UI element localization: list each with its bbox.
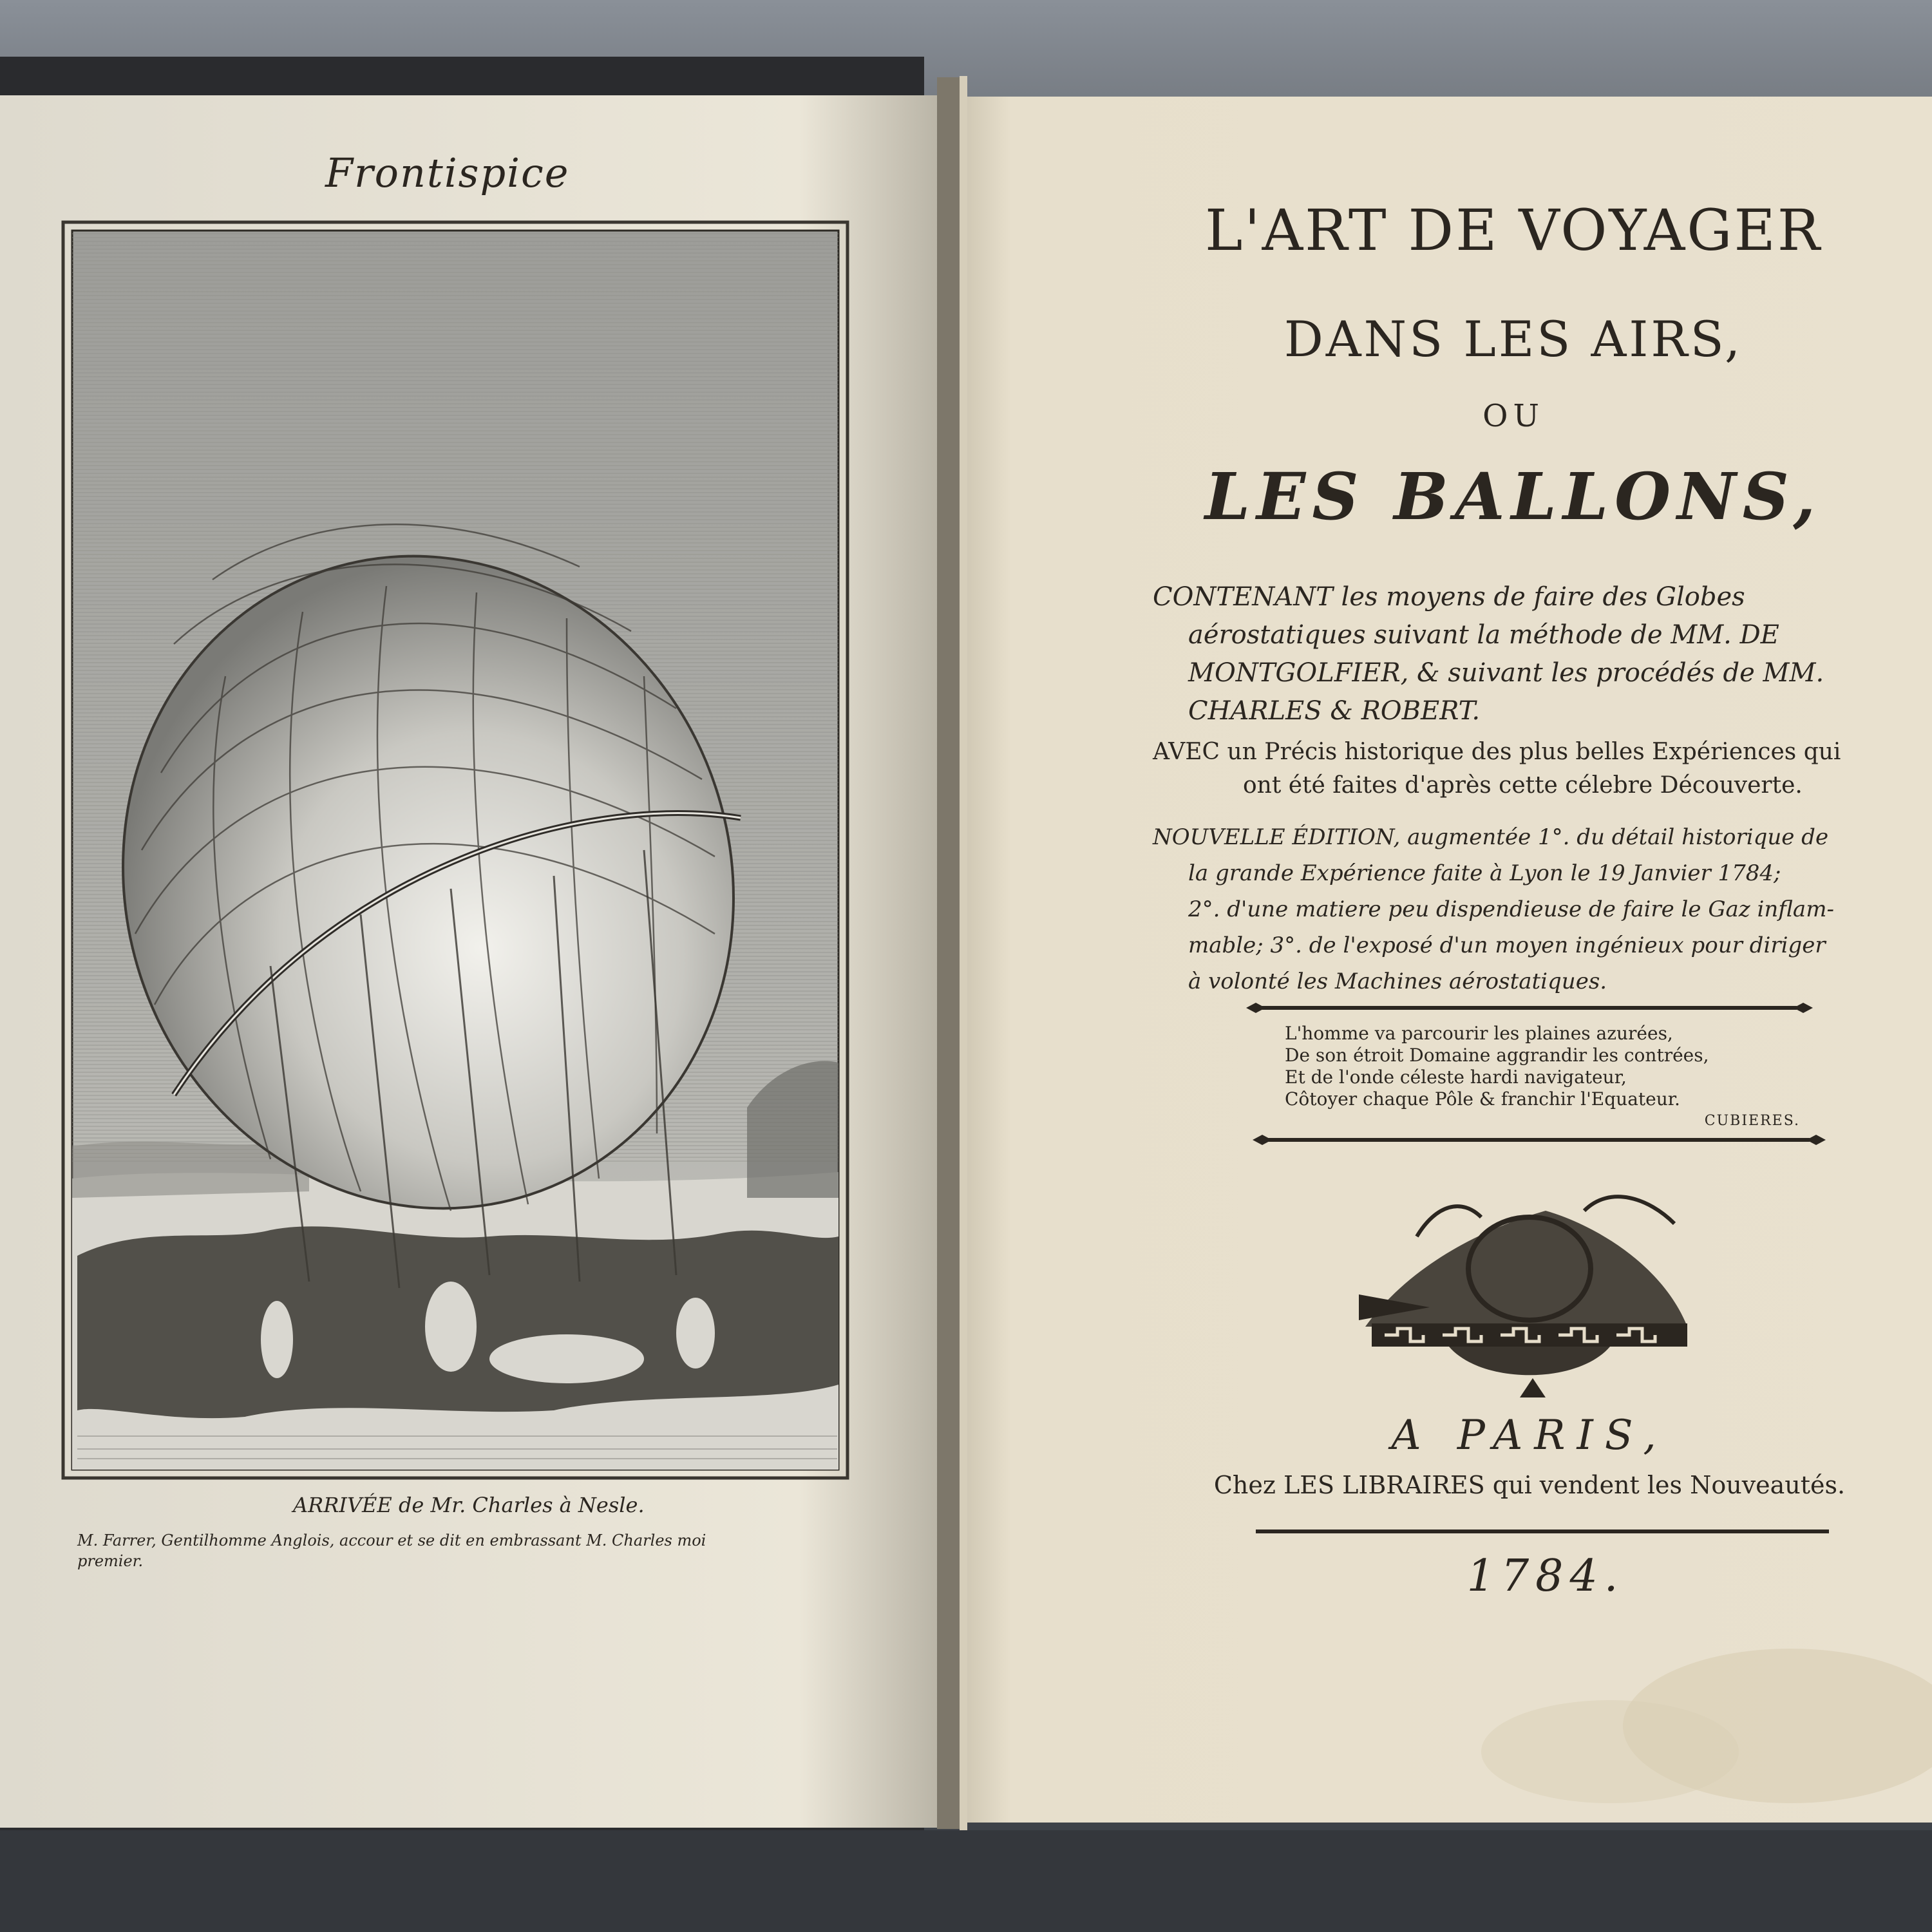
book-gutter — [937, 77, 963, 1829]
title-line-3: OU — [1482, 398, 1544, 434]
imprint-year: 1784. — [1466, 1551, 1625, 1602]
title-line-2: DANS LES AIRS, — [1283, 310, 1743, 368]
engraving-caption: ARRIVÉE de Mr. Charles à Nesle. — [293, 1493, 645, 1517]
edition-line: 2°. d'une matiere peu dispendieuse de faire le Gaz inflam- — [1188, 896, 1834, 922]
precis-paragraph — [1153, 735, 1900, 802]
edition-line: la grande Expérience faite à Lyon le 19 Janvier 1784; — [1188, 860, 1781, 886]
epigraph-author: CUBIERES. — [1704, 1113, 1800, 1129]
gutter-highlight — [960, 76, 967, 1831]
epigraph-line: Côtoyer chaque Pôle & franchir l'Equateur. — [1285, 1088, 1680, 1110]
engraving-subcaption: M. Farrer, Gentilhomme Anglois, accour et se dit en embrassant M. Charles moi — [77, 1531, 706, 1549]
epigraph — [1285, 1023, 1800, 1132]
epigraph-line: L'homme va parcourir les plaines azurées, — [1285, 1023, 1673, 1044]
precis-line: ont été faites d'après cette célebre Découverte. — [1243, 772, 1803, 799]
epigraph-line: Et de l'onde céleste hardi navigateur, — [1285, 1066, 1627, 1088]
engraving-subcaption-continued: premier. — [77, 1552, 144, 1570]
edition-line: NOUVELLE ÉDITION, augmentée 1°. du détail historique de — [1153, 824, 1829, 850]
imprint-city: A PARIS, — [1391, 1412, 1668, 1459]
contents-line: MONTGOLFIER, & suivant les procédés de MM. — [1188, 658, 1824, 688]
edition-line: à volonté les Machines aérostatiques. — [1188, 969, 1607, 994]
epigraph-line: De son étroit Domaine aggrandir les contrées, — [1285, 1045, 1709, 1066]
precis-line: AVEC un Précis historique des plus belles Expériences qui — [1153, 739, 1841, 765]
contents-line: CONTENANT les moyens de faire des Globes — [1153, 582, 1745, 612]
edition-line: mable; 3°. de l'exposé d'un moyen ingénieux pour diriger — [1188, 933, 1826, 958]
table-edge — [0, 1830, 1932, 1932]
frontispice-header: Frontispice — [325, 149, 570, 196]
paper-stain — [1481, 1700, 1739, 1803]
imprint-publisher: Chez LES LIBRAIRES qui vendent les Nouveautés. — [1213, 1471, 1846, 1499]
contents-line: CHARLES & ROBERT. — [1188, 696, 1481, 726]
contents-paragraph — [1153, 578, 1900, 730]
edition-paragraph — [1153, 819, 1906, 999]
title-line-1: L'ART DE VOYAGER — [1204, 197, 1823, 263]
title-line-4: LES BALLONS, — [1204, 459, 1823, 535]
contents-line: aérostatiques suivant la méthode de MM. DE — [1188, 620, 1779, 650]
